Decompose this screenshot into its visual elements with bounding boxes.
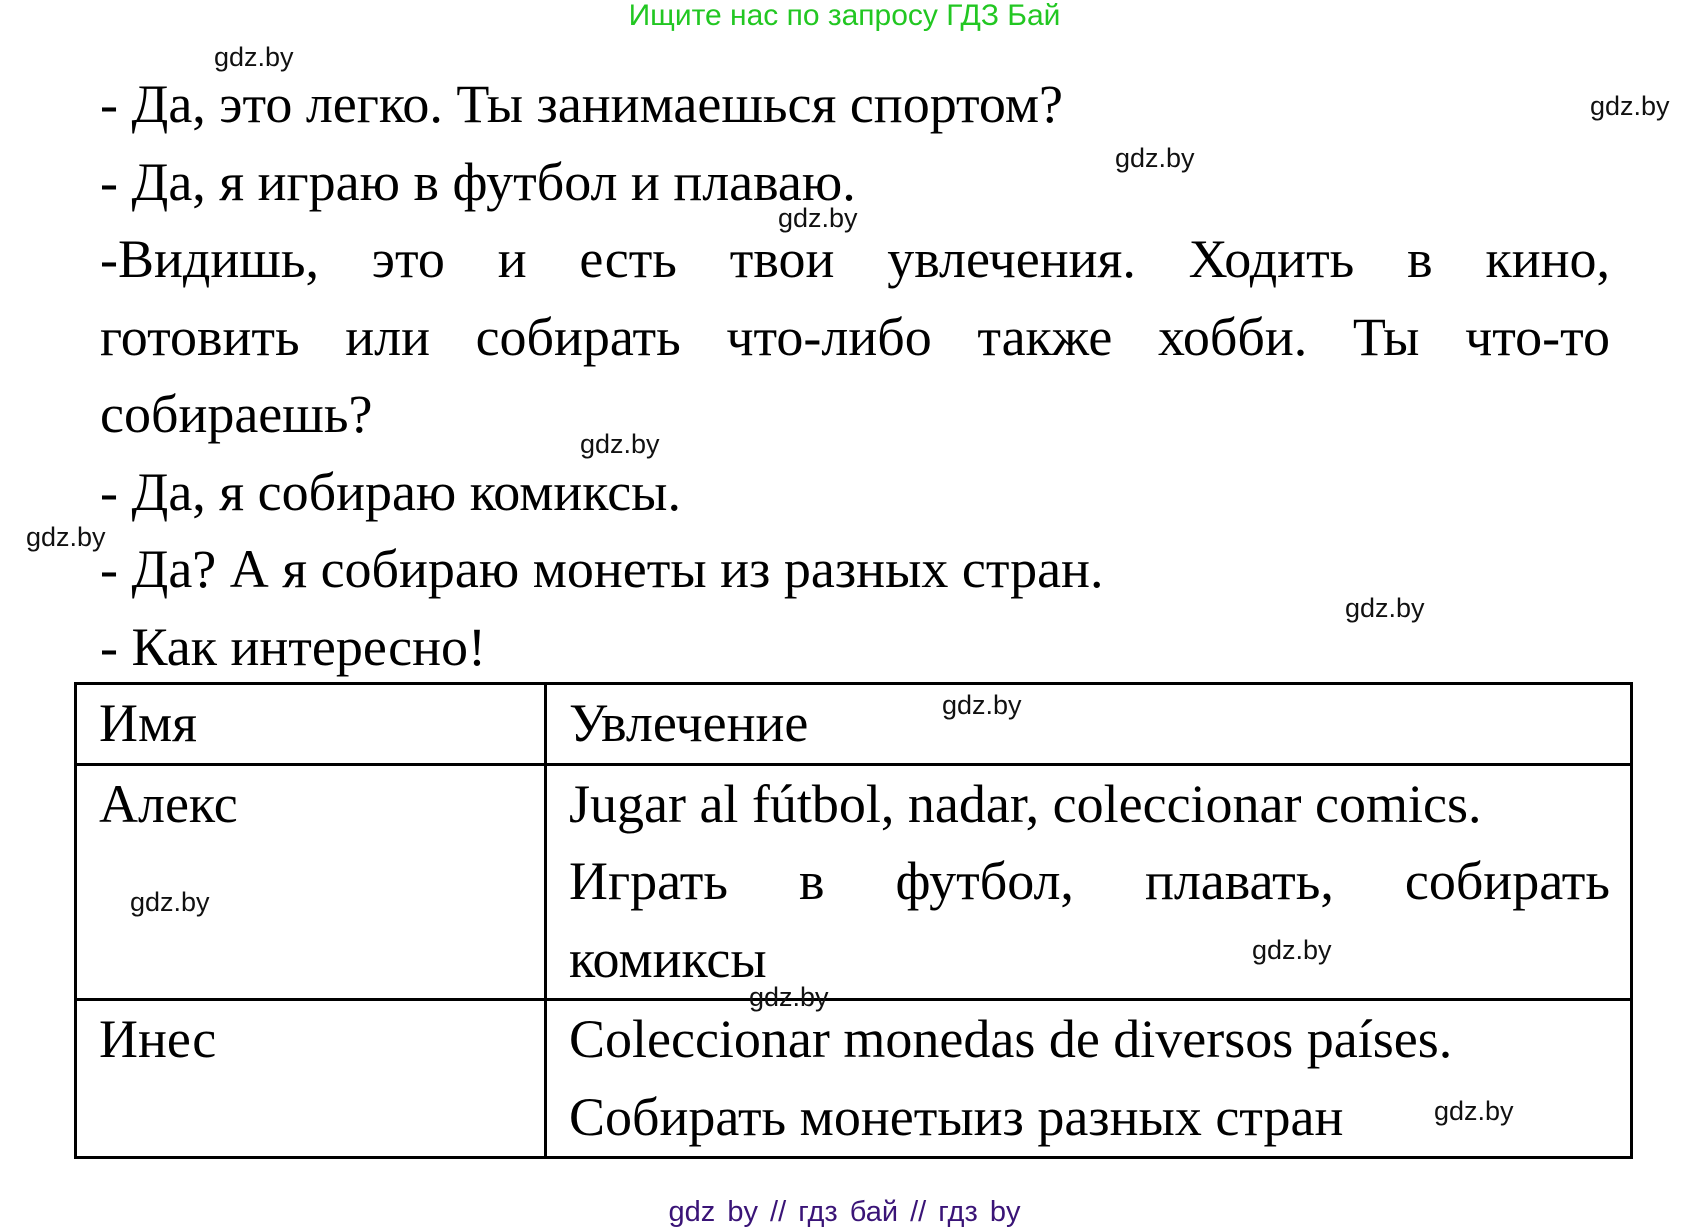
cell-hobby bbox=[546, 764, 1632, 1000]
watermark: gdz.by bbox=[1434, 1096, 1514, 1126]
dialog-line: - Да, я играю в футбол и плаваю. bbox=[100, 151, 856, 212]
dialog-line: - Как интересно! bbox=[100, 616, 487, 677]
header-hobby: Увлечение bbox=[546, 684, 1632, 765]
search-banner: Ищите нас по запросу ГДЗ Бай bbox=[628, 0, 1061, 32]
watermark: gdz.by bbox=[580, 429, 660, 459]
hobby-line: Собирать монетыиз разных стран bbox=[569, 1086, 1344, 1147]
cell-name: Инес bbox=[76, 1000, 546, 1158]
dialog-paragraph-line: -Видишь, это и есть твои увлечения. Ходить в кино, bbox=[100, 229, 1610, 289]
dialog-paragraph-line: собираешь? bbox=[100, 384, 373, 444]
hobby-line: комиксы bbox=[569, 928, 767, 989]
watermark: gdz.by bbox=[214, 42, 294, 72]
table-header-row bbox=[76, 684, 1632, 765]
watermark: gdz.by bbox=[1590, 91, 1670, 121]
dialog-line: - Да, я собираю комиксы. bbox=[100, 461, 681, 522]
dialog-line: - Да, это легко. Ты занимаешься спортом? bbox=[100, 74, 1063, 134]
table-row bbox=[76, 764, 1632, 1000]
table-row bbox=[76, 1000, 1632, 1158]
hobbies-table bbox=[74, 682, 1633, 1159]
watermark: gdz.by bbox=[1252, 935, 1332, 965]
watermark: gdz.by bbox=[749, 982, 829, 1012]
hobby-line: Jugar al fútbol, nadar, coleccionar comics. bbox=[569, 773, 1482, 834]
hobby-line: Играть в футбол, плавать, собирать bbox=[569, 851, 1610, 911]
cell-hobby bbox=[546, 1000, 1632, 1158]
watermark: gdz.by bbox=[1345, 593, 1425, 623]
header-name: Имя bbox=[76, 684, 546, 765]
watermark: gdz.by bbox=[942, 690, 1022, 720]
cell-name: Алекс bbox=[76, 764, 546, 1000]
footer-links: gdz by // гдз бай // гдз by bbox=[668, 1196, 1021, 1228]
watermark: gdz.by bbox=[26, 522, 106, 552]
watermark: gdz.by bbox=[1115, 143, 1195, 173]
watermark: gdz.by bbox=[130, 887, 210, 917]
dialog-paragraph bbox=[100, 221, 1610, 454]
watermark: gdz.by bbox=[778, 203, 858, 233]
dialog-line: - Да? А я собираю монеты из разных стран. bbox=[100, 539, 1104, 599]
dialog-paragraph-line: готовить или собирать что-либо также хобби. Ты что-то bbox=[100, 306, 1610, 367]
hobby-line: Coleccionar monedas de diversos países. bbox=[569, 1009, 1453, 1069]
